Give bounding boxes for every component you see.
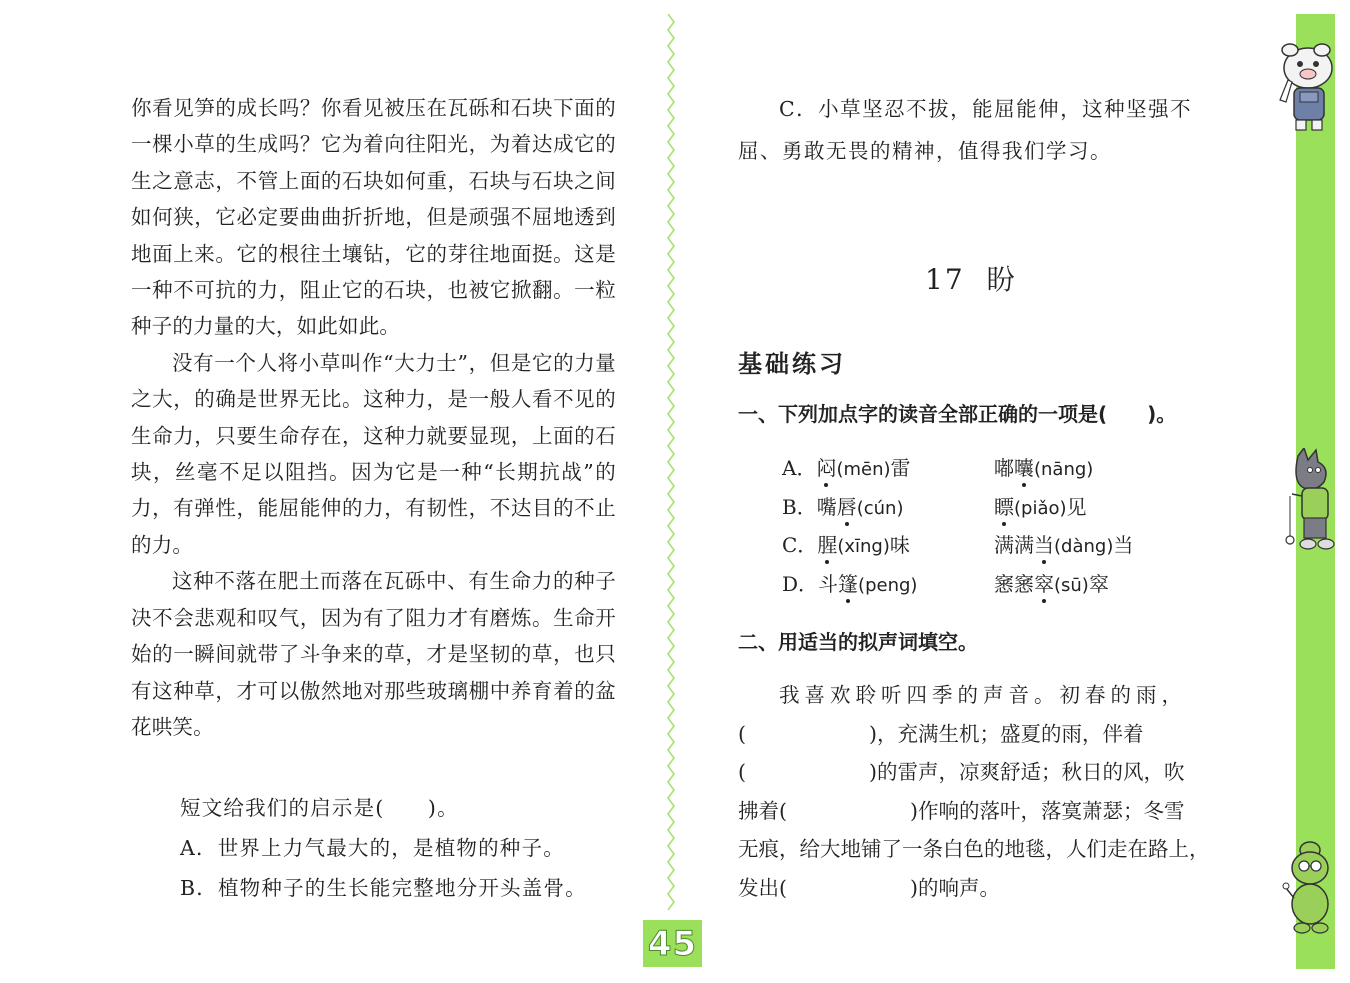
page-number: 45 xyxy=(647,923,698,964)
fill-line-4: 拂着( )作响的落叶，落寞萧瑟；冬雪 xyxy=(738,798,1185,823)
passage-paragraph-2: 没有一个人将小草叫作“大力士”，但是它的力量之大，的确是世界无比。这种力，是一般人看不见的生命力，只要生命存在，这种力就要显现，上面的石块，丝毫不足以阻挡。因为它是一种“长期抗战”的力，有弹性，能屈能伸的力，有韧性，不达目的不止的力。 xyxy=(131,350,616,557)
choice-a-left: A．闷(mēn)雷 xyxy=(782,456,911,480)
dotted-char: 唇 xyxy=(836,494,857,519)
choice-c-right: 满满当(dàng)当 xyxy=(994,533,1134,557)
dotted-char: 篷 xyxy=(838,571,859,596)
option-c-line-1: C．小草坚忍不拔，能屈能伸，这种坚强不 xyxy=(779,97,1193,121)
reading-question xyxy=(180,788,640,908)
fill-line-1: 我喜欢聆听四季的声音。初春的雨， xyxy=(779,683,1187,707)
choice-b-left: B．嘴唇(cún) xyxy=(782,494,904,519)
pinyin-choices xyxy=(782,452,1222,606)
fill-line-2: ( )，充满生机；盛夏的雨，伴着 xyxy=(738,721,1144,746)
option-b: B．植物种子的生长能完整地分开头盖骨。 xyxy=(180,876,587,900)
passage-paragraph-1: 你看见笋的成长吗？你看见被压在瓦砾和石块下面的一棵小草的生成吗？它为着向往阳光，为着达成它的生之意志，不管上面的石块如何重，石块与石块之间如何狭，它必定要曲曲折折地，但是顽强不屈地透到地面上来。它的根往土壤钻，它的芽往地面挺。这是一种不可抗的力，阻止它的石块，也被它掀翻。一粒种子的力量的大，如此如此。 xyxy=(131,96,616,339)
reading-passage xyxy=(131,90,616,745)
choice-a-right: 嘟囔(nāng) xyxy=(994,456,1094,480)
choice-d-right: 窸窸窣(sū)窣 xyxy=(994,571,1109,596)
choice-d-left: D．斗篷(peng) xyxy=(782,571,918,596)
choice-c-left: C．腥(xīng)味 xyxy=(782,533,910,557)
question-stem: 短文给我们的启示是( )。 xyxy=(180,796,459,820)
choice-row-b xyxy=(782,491,1222,530)
dotted-char: 囔 xyxy=(1014,456,1034,480)
dotted-char: 当 xyxy=(1034,533,1054,557)
option-c-block xyxy=(738,88,1228,172)
lesson-number: 17 xyxy=(925,263,965,296)
dotted-char: 窣 xyxy=(1034,571,1054,596)
passage-paragraph-3: 这种不落在肥土而落在瓦砾中、有生命力的种子决不会悲观和叹气，因为有了阻力才有磨炼。生命开始的一瞬间就带了斗争来的草，才是坚韧的草，也只有这种草，才可以傲然地对那些玻璃棚中养育着的盆花哄笑。 xyxy=(131,569,616,739)
pig-cartoon-icon xyxy=(1270,40,1342,135)
binding-zigzag-line xyxy=(664,14,678,914)
question-1-stem: 一、下列加点字的读音全部正确的一项是( )。 xyxy=(738,402,1177,426)
fill-line-5: 无痕，给大地铺了一条白色的地毯，人们走在路上， xyxy=(738,837,1210,861)
dotted-char: 瞟 xyxy=(994,494,1014,519)
dotted-char: 腥 xyxy=(817,533,838,557)
choice-row-c xyxy=(782,529,1222,568)
choice-row-d xyxy=(782,568,1222,607)
fill-in-passage xyxy=(738,676,1216,907)
choice-b-right: 瞟(piǎo)见 xyxy=(994,494,1087,519)
lesson-title xyxy=(925,258,1017,298)
wolf-cartoon-icon xyxy=(1280,448,1342,556)
fill-line-6: 发出( )的响声。 xyxy=(738,875,1000,900)
section-title: 基础练习 xyxy=(738,350,846,378)
choice-row-a xyxy=(782,452,1222,491)
mouse-cartoon-icon xyxy=(1280,838,1342,938)
lesson-name: 盼 xyxy=(986,263,1017,296)
option-a: A．世界上力气最大的，是植物的种子。 xyxy=(180,836,565,860)
question-2-stem: 二、用适当的拟声词填空。 xyxy=(738,630,978,654)
option-c-line-2: 屈、勇敢无畏的精神，值得我们学习。 xyxy=(738,139,1112,163)
dotted-char: 闷 xyxy=(816,456,837,480)
fill-line-3: ( )的雷声，凉爽舒适；秋日的风，吹 xyxy=(738,760,1185,784)
page-number-badge xyxy=(643,920,702,967)
